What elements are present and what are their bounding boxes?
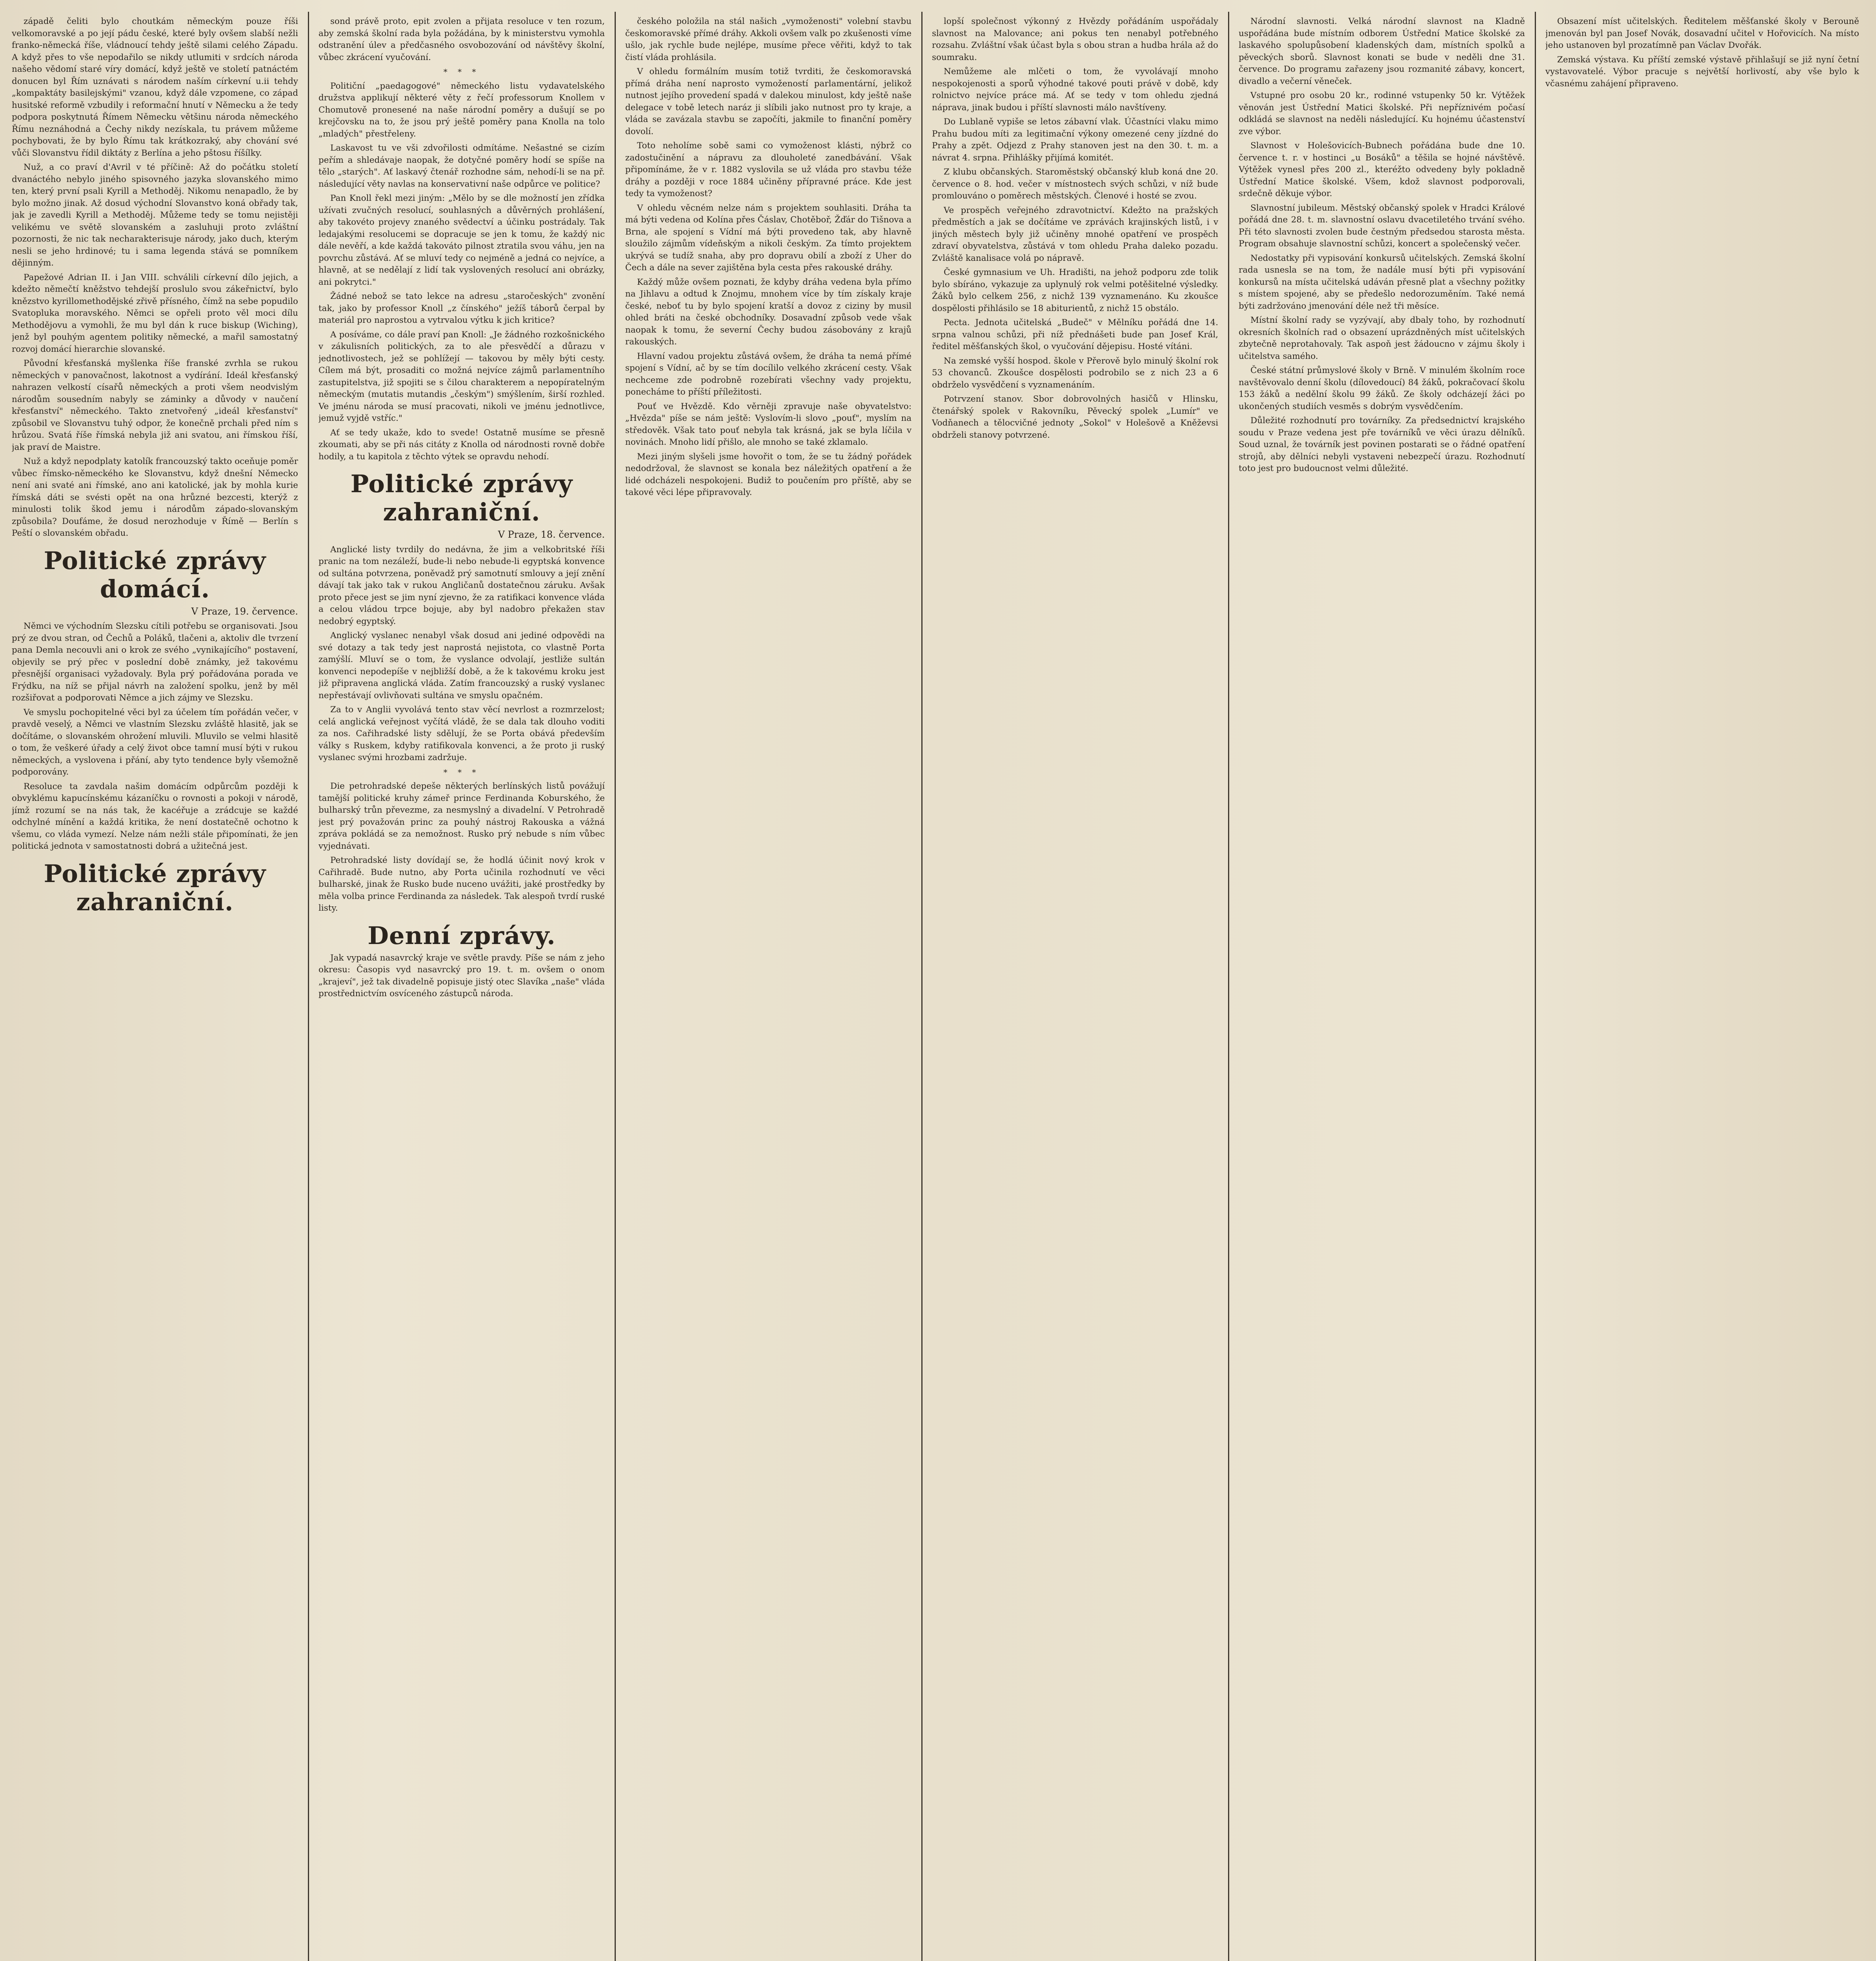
article-paragraph: západě čeliti bylo choutkám německým pouze říši velkomoravské a po její pádu české, které byly ovšem slabší nežli franko-německá říše, vládnoucí tehdy ještě silami celého Západu. A když přes to vše nepodařilo se nikdy utlumiti v srdcích národa našeho vědomí staré víry domácí, když ještě ve století patnáctém donucen byl Řím uznávati s národem naším církevní u.ii tehdy „kompaktáty basilejskými" vzanou, když dále vzpomene, co západ husitské reformě vzbudily i reformační hnutí v Německu a že tedy podpora poskytnutá Římem Německu většinu národa německého Římu neznáhodná a Čechy nikdy nezískala, tu právem můžeme pochybovati, že by bylo Římu tak krátkozraký, aby chování své vůči Slovanstvu řídil diktáty z Berlína a jeho pštosu říšílky. bbox=[12, 16, 298, 158]
article-paragraph: Potrvzení stanov. Sbor dobrovolných hasičů v Hlinsku, čtenářský spolek v Rakovníku, Pěvecký spolek „Lumír" ve Vodňanech a tělocvičné jednoty „Sokol" v Holešově a Kněževsi obdrželi stanovy potvrzené. bbox=[932, 394, 1218, 440]
column-6-content bbox=[1545, 16, 1859, 90]
article-paragraph: Vstupné pro osobu 20 kr., rodinné vstupenky 50 kr. Výtěžek věnován jest Ústřední Matici školské. Při nepříznivém počasí odkládá se slavnost na neděli následující. Ku hojnému účastenství zve výbor. bbox=[1239, 91, 1525, 136]
column-5-content bbox=[1239, 16, 1525, 475]
column-5 bbox=[1239, 16, 1525, 1961]
article-paragraph: Slavnostní jubileum. Městský občanský spolek v Hradci Králové pořádá dne 28. t. m. slavnostní oslavu dvacetiletého trvání svého. Při této slavnosti zvolen bude čestným předsedou starosta města. Program obsahuje slavnostní schůzi, koncert a společenský večer. bbox=[1239, 203, 1525, 249]
article-paragraph: Z klubu občanských. Staroměstský občanský klub koná dne 20. července o 8. hod. večer v místnostech svých schůzi, v níž bude promlouváno o poměrech městských. Členové i hosté se zvou. bbox=[932, 167, 1218, 201]
article-paragraph: Mezi jiným slyšeli jsme hovořit o tom, že se tu žádný pořádek nedodržoval, že slavnost se konala bez náležitých opatření a že lidé odcházeli nespokojeni. Budiž to poučením pro příště, aby se takové věci lépe připravovaly. bbox=[625, 451, 912, 497]
section-divider: * * * bbox=[443, 767, 480, 777]
article-paragraph: Nuž a když nepodplaty katolík francouzský takto oceňuje poměr vůbec římsko-německého ke Slovanstvu, když dnešní Německo není ani svaté ani římské, ano ani katolické, jak by mohla kurie římská dáti se svésti opět na ona hrůzné bezcesti, kterýž z minulosti tolik škod jemu i národům západo-slovanským způsobila? Doufáme, že dosud nerozhoduje v Římě — Berlín s Peští o slovanském obřadu. bbox=[12, 457, 298, 538]
article-paragraph: Nedostatky při vypisování konkursů učitelských. Zemská školní rada usnesla se na tom, že nadále musí býti při vypisování konkursů na místa učitelská udáván přesně plat a všechny požitky s místem spojené, aby se předešlo nedorozuměním. Také nemá býti zadržováno jmenování déle než tři měsíce. bbox=[1239, 253, 1525, 311]
article-paragraph: Hlavní vadou projektu zůstává ovšem, že dráha ta nemá přímé spojení s Vídní, ač by se tím docílilo velkého zkrácení cesty. Však nechceme zde podrobně rozebírati všechny vady projektu, ponecháme to příští příležitosti. bbox=[625, 351, 912, 397]
article-paragraph: Petrohradské listy dovídají se, že hodlá účinit nový krok v Cařihradě. Bude nutno, aby Porta učinila rozhodnutí ve věci bulharské, jinak že Rusko bude nuceno uvážiti, jaké prostředky by měla volba prince Ferdinanda za následek. Tak alespoň tvrdí ruské listy. bbox=[318, 855, 605, 913]
article-paragraph: Slavnost v Holešovicích-Bubnech pořádána bude dne 10. července t. r. v hostinci „u Bosáků" a těšila se hojné návštěvě. Výtěžek vynesl přes 200 zl., kteréžto odvedeny byly pokladně Ústřední Matice školské. Všem, kdož slavnost podporovali, srdečně děkuje výbor. bbox=[1239, 141, 1525, 198]
article-paragraph: Do Lublaně vypiše se letos zábavní vlak. Účastníci vlaku mimo Prahu budou míti za legitimační výkony omezené ceny jízdné do Prahy a zpět. Odjezd z Prahy stanoven jest na den 30. t. m. a návrat 4. srpna. Přihlášky přijímá komitét. bbox=[932, 117, 1218, 163]
section-heading: Politické zprávy domácí. bbox=[44, 546, 266, 603]
article-paragraph: Papežové Adrian II. i Jan VIII. schválili církevní dílo jejich, a kdežto němečtí kněžstvo tehdejší proslulo svou zákeřnictví, bylo knězstvo kyrillomethodějské zřivě přísného, čímž na sebe popudilo Svatopluka moravského. Němci se opřeli proto věl moci dílu Methodějovu a vymohli, že mu byl dán k ruce biskup (Wiching), jenž byl pouhým agentem politiky německé, a mařil samostatný rozvoj domácí hierarchie slovanské. bbox=[12, 272, 298, 354]
article-paragraph: Němci ve východním Slezsku cítili potřebu se organisovati. Jsou prý ze dvou stran, od Čechů a Poláků, tlačeni a, aktoliv dle tvrzení pana Demla necouvli ani o krok ze svého „vynikajícího" postavení, objevily se prý přec v poslední době známky, jež takovému přesnější organisaci vyžadovaly. Byla prý pořádována porada ve Frýdku, na níž se přijal návrh na založení spolku, jenž by měl rozšiřovat a podporovati Němce a jich zájmy ve Slezsku. bbox=[12, 621, 298, 703]
article-paragraph: Die petrohradské depeše některých berlínských listů povážují tamější politické kruhy zámeř prince Ferdinanda Koburského, že bulharský trůn převezme, za nesmyslný a divadelní. V Petrohradě jest prý považován princ za pouhý nástroj Rakouska a vážná zpráva pokládá se za nemožnost. Rusko prý nebude s ním vůbec vyjednávati. bbox=[318, 781, 605, 851]
article-paragraph: sond právě proto, epit zvolen a přijata resoluce v ten rozum, aby zemská školní rada byla požádána, by k ministerstvu vymohla odstranění úlev a předčasného osvobozování od návštěvy školní, vůbec zkrácení vyučování. bbox=[318, 16, 605, 62]
article-paragraph: Na zemské vyšší hospod. škole v Přerově bylo minulý školní rok 53 chovanců. Zkoušce dospělosti podrobilo se z nich 23 a 6 obdrželo vysvědčení s vyznamenáním. bbox=[932, 356, 1218, 390]
section-heading: Politické zprávy zahraniční. bbox=[44, 859, 266, 916]
column-1 bbox=[12, 16, 298, 1961]
article-paragraph: Původní křesťanská myšlenka říše franské zvrhla se rukou německých v panovačnost, lakotnost a vydírání. Ideál křesťanský nahrazen velkostí císařů německých a proti všem neodvislým národům sousedním nabyly se záminky a důvody v naučení křesťanství" německého. Takto znetvořený „ideál křesťanství" způsobil ve Slovanstvu tuhý odpor, že konečně prchali před ním s hrůzou. Svatá říše římská nebyla již ani svatou, ani římskou říší, jak praví de Maistre. bbox=[12, 358, 298, 452]
article-paragraph: Pan Knoll řekl mezi jiným: „Mělo by se dle možností jen zřídka užívati zvučných resolucí, souhlasných a důvěrných prohlášení, aby takovéto projevy znaného svědectví a účinku postrádaly. Tak ledajakými resolucemi se dopracuje se jen k tomu, že každý nic dále nevěří, a kde každá takováto pilnost ztratila svou váhu, jen na povrchu zůstává. Ať se mluví tedy co nejméně a jedná co nejvíce, a hlavně, at se nedělají z lidí tak vyslovených resolucí ani obrázky, ani pokrytci." bbox=[318, 193, 605, 287]
article-paragraph: Pouť ve Hvězdě. Kdo věrněji zpravuje naše obyvatelstvo: „Hvězda" píše se nám ještě: Vyslovím-li slovo „pouť", myslím na středověk. Však tato pouť nebyla tak krásná, jak se byla líčila v novinách. Mnoho lidí přišlo, ale mnoho se také zklamalo. bbox=[625, 401, 912, 447]
article-paragraph: Ať se tedy ukaže, kdo to svede! Ostatně musíme se přesně zkoumati, aby se při nás citáty z Knolla od národnosti rovně dobře hodily, a tu kapitola z těchto výtek se opravdu nehodí. bbox=[318, 427, 605, 462]
article-paragraph: Ve prospěch veřejného zdravotnictví. Kdežto na pražských předměstích a jak se dočítáme ve zprávách krajinských listů, i v jiných městech byly již učiněny mnohé opatření ve prospěch zdraví obyvatelstva, zůstává v tom ohledu Praha daleko pozadu. Zvláště kanalisace volá po nápravě. bbox=[932, 205, 1218, 263]
article-paragraph: Nemůžeme ale mlčeti o tom, že vyvolávají mnoho nespokojenosti a sporů výhodné takové pouti právě v době, kdy rolnictvo nejvíce práce má. Ať se tedy v tom ohledu zjedná náprava, jinak budou i příští slavnosti málo navštíveny. bbox=[932, 67, 1218, 113]
column-rule bbox=[921, 12, 923, 1961]
article-paragraph: lopší společnost výkonný z Hvězdy pořádáním uspořádaly slavnost na Malovance; ani pokus ten nenabyl potřebného rozsahu. Zvláštní však účast byla s obou stran a hudba hrála až do soumraku. bbox=[932, 16, 1218, 62]
article-paragraph: českého položila na stál našich „vymoženosti" volební stavbu českomoravské přímé dráhy. Akkoli ovšem valk po zkušenosti víme ušlo, jak rychle bude nejlépe, musíme přece věřiti, když to tak čistí vláda prohlásila. bbox=[625, 16, 912, 62]
section-heading: Denní zprávy. bbox=[368, 921, 556, 950]
article-paragraph: Anglické listy tvrdily do nedávna, že jim a velkobritské říši pranic na tom nezáleží, bude-li nebo nebude-li egyptská konvence od sultána potvrzena, poněvadž prý samotnutí smlouvy a její znění dávají tak jako tak v rukou Angličanů dostatečnou záruku. Avšak proto přece jest se jim nyní zjevno, že za ratifikaci konvence vláda a celou vládou trpce bojuje, aby byl nadobro překažen stav nedobrý egyptský. bbox=[318, 544, 605, 626]
article-paragraph: Ve smyslu pochopitelné věci byl za účelem tím pořádán večer, v pravdě veselý, a Němci ve vlastním Slezsku zvláště hlasitě, jak se dočítáme, o slovanském ohrožení mluvili. Mluvilo se velmi hlasitě o tom, že veškeré úřady a celý život obce tamní musí býti v rukou německých, a vyslovena i přání, aby tyto tendence byly všemožně podporovány. bbox=[12, 707, 298, 777]
article-paragraph: Obsazení míst učitelských. Ředitelem měšťanské školy v Berouně jmenován byl pan Josef Novák, dosavadní učitel v Hořovicích. Na místo jeho ustanoven byl prozatímně pan Václav Dvořák. bbox=[1545, 16, 1859, 50]
column-6 bbox=[1545, 16, 1859, 1961]
column-1-content bbox=[12, 16, 298, 916]
article-paragraph: V ohledu formálním musím totiž tvrditi, že českomoravská přímá dráha není naprosto vymožeností parlamentární, jelikož nutnost jejího provedení spadá v dalekou minulost, kdy ještě naše delegace v tobě letech naráz ji slíbili jako nutnost pro ty kraje, a vláda se zavázala stavbu se započíti, jakmile to finanční poměry dovolí. bbox=[625, 67, 912, 136]
column-4 bbox=[932, 16, 1218, 1961]
column-rule bbox=[615, 12, 616, 1961]
article-paragraph: Národní slavnosti. Velká národní slavnost na Kladně uspořádána bude místním odborem Ústřední Matice školské za laskavého spolupůsobení kladenských dam, místních spolků a pěveckých sborů. Slavnost konati se bude v neděli dne 31. července. Do programu zařazeny jsou rozmanité zábavy, koncert, divadlo a večerní věneček. bbox=[1239, 16, 1525, 86]
article-paragraph: Nuž, a co praví d'Avril v té příčině: Až do počátku století dvanáctého nebylo jiného spisovného jazyka slovanského mimo ten, který první psali Kyrill a Methoděj. Nikomu nenapadlo, že by bylo možno jinak. Až dosud východní Slovanstvo koná obřady tak, jak je zavedli Kyrill a Methoděj. Můžeme tedy se tomu nejistěji velikému ve světě slovanském a zasluhuji proto zvláštní pozornosti, že nic tak necharakterisuje národy, jako duch, kterým nesli se jeho hrdinové; tu i sama legenda stává se pomníkem dějinným. bbox=[12, 162, 298, 268]
column-rule bbox=[308, 12, 309, 1961]
column-rule bbox=[1535, 12, 1536, 1961]
article-paragraph: Žádné nebož se tato lekce na adresu „staročeských" zvonění tak, jako by professor Knoll „z čínského" ježíš táborů čerpal by materiál pro naprostou a vytrvalou výtku k jich kritice? bbox=[318, 291, 605, 325]
article-paragraph: Političní „paedagogové" německého listu vydavatelského družstva applikují některé věty z řečí professorum Knollem v Chomutově pronesené na naše národní poměry a dušují se po krejčovsku na to, že jsou prý ještě poměry pana Knolla na tolo „mladých" přestřeleny. bbox=[318, 81, 605, 139]
section-divider: * * * bbox=[443, 67, 480, 76]
column-4-content bbox=[932, 16, 1218, 441]
article-paragraph: Každý může ovšem poznati, že kdyby dráha vedena byla přímo na Jihlavu a odtud k Znojmu, mnohem více by tím získaly kraje české, neboť tu by bylo spojení kratší a dovoz z ciziny by musil ohled bráti na české obchodníky. Dosavadní způsob vede však naopak k tomu, že severní Čechy budou zásobovány z krajů rakouských. bbox=[625, 277, 912, 347]
article-paragraph: Zemská výstava. Ku příští zemské výstavě přihlašují se již nyní četní vystavovatelé. Výbor pracuje s největší horlivostí, aby vše bylo k včasnému zahájení připraveno. bbox=[1545, 55, 1859, 89]
section-heading: Politické zprávy zahraniční. bbox=[350, 469, 573, 526]
dateline: V Praze, 19. července. bbox=[191, 606, 298, 617]
column-3 bbox=[625, 16, 912, 1961]
column-2-content bbox=[318, 16, 605, 1000]
column-rule bbox=[1228, 12, 1229, 1961]
article-paragraph: Za to v Anglii vyvolává tento stav věcí nevrlost a rozmrzelost; celá anglická veřejnost vyčítá vládě, že se dala tak dlouho voditi za nos. Cařihradské listy sdělují, že se Porta obává především války s Ruskem, kdyby ratifikovala konvenci, a že proto ji ruský vyslanec svými hrozbami zadržuje. bbox=[318, 705, 605, 762]
article-paragraph: Důležité rozhodnutí pro továrníky. Za předsednictví krajského soudu v Praze vedena jest pře továrníků ve věci úrazu dělníků. Soud uznal, že továrník jest povinen postarati se o řádné opatření strojů, aby dělníci nebyli vystaveni nebezpečí úrazu. Rozhodnutí toto jest pro budoucnost velmi důležité. bbox=[1239, 416, 1525, 473]
article-paragraph: V ohledu věcném nelze nám s projektem souhlasiti. Dráha ta má býti vedena od Kolína přes Čáslav, Chotěboř, Žďár do Tišnova a Brna, ale spojení s Vídní má býti provedeno tak, aby hlavně sloužilo zájmům vídeňským a nikoli českým. Za tímto projektem ukrývá se tudíž snaha, aby pro dopravu obilí a zboží z Uher do Čech a dále na sever zajištěna byla cesta přes rakouské dráhy. bbox=[625, 203, 912, 273]
column-2 bbox=[318, 16, 605, 1961]
article-paragraph: Laskavost tu ve vši zdvořilosti odmítáme. Nešastné se cizím peřím a shledávaje naopak, že dotyčné poměry hodí se spíše na tělo „starých". Ať laskavý čtenář rozhodne sám, nehodí-li se na př. následující věty navlas na konservativní naše odpůrce ve politice? bbox=[318, 143, 605, 189]
article-paragraph: Pecta. Jednota učitelská „Budeč" v Mělníku pořádá dne 14. srpna valnou schůzi, při níž přednášeti bude pan Josef Král, ředitel měšťanských škol, o vyučování dějepisu. Hosté vítáni. bbox=[932, 318, 1218, 351]
dateline: V Praze, 18. července. bbox=[498, 529, 605, 540]
article-paragraph: Toto neholíme sobě sami co vymoženost klásti, nýbrž co zadostučinění a nápravu za dlouholeté zanedbávání. Však připomínáme, že v r. 1882 vyslovila se už vláda pro stavbu téže dráhy a později v roce 1884 učiněny přípravné práce. Kde jest tedy ta vymoženost? bbox=[625, 141, 912, 198]
article-paragraph: Anglický vyslanec nenabyl však dosud ani jediné odpovědi na své dotazy a tak tedy jest naprostá nejistota, co vlastně Porta zamýšlí. Mluví se o tom, že vyslance odvolají, jestliže sultán konvenci nepodepíše v nejbližší době, a že k takovému kroku jest již připravena anglická vláda. Zatím francouzský a ruský vyslanec nepřestávají ovlivňovati sultána ve smyslu opačném. bbox=[318, 631, 605, 700]
article-paragraph: Jak vypadá nasavrcký kraje ve světle pravdy. Píše se nám z jeho okresu: Časopis vyd nasavrcký pro 19. t. m. ovšem o onom „krajeví", jež tak divadelně popisuje jistý otec Slavíka „naše" vláda prostřednictvím osvíceného zástupců národa. bbox=[318, 953, 605, 999]
article-paragraph: Místní školní rady se vyzývají, aby dbaly toho, by rozhodnutí okresních školních rad o obsazení uprázdněných míst učitelských zbytečně neprotahovaly. Tak aspoň jest žádoucno v zájmu školy i učitelstva samého. bbox=[1239, 315, 1525, 361]
column-3-content bbox=[625, 16, 912, 499]
article-paragraph: České gymnasium ve Uh. Hradišti, na jehož podporu zde tolik bylo sbíráno, vykazuje za uplynulý rok velmi potěšitelné výsledky. Žáků bylo celkem 256, z nichž 139 vyznamenáno. Ku zkoušce dospělosti přihlásilo se 18 abiturientů, z nichž 15 obstálo. bbox=[932, 267, 1218, 313]
article-paragraph: České státní průmyslové školy v Brně. V minulém školním roce navštěvovalo denní školu (dílovedoucí) 84 žáků, pokračovací školu 153 žáků a nedělní školu 99 žáků. Ze školy odcházejí žáci po ukončených studiích vesměs s dobrým vysvědčením. bbox=[1239, 366, 1525, 411]
article-paragraph: Resoluce ta zavdala našim domácím odpůrcům později k obvyklému kapucínskému kázaníčku o rovnosti a pokoji v národě, jímž rozumí se na nás tak, že kacéřuje a zrádcuje se každé odchylné mínění a každá kritika, že není dostatečně ochotno k všemu, co vláda vymezí. Nelze nám nežli stále připomínati, že jen politická jednota v samostatnosti dobrá a užitečná jest. bbox=[12, 781, 298, 851]
article-paragraph: A posíváme, co dále praví pan Knoll: „Je žádného rozkošnického v zákulisních politických, za to ale přesvědčí a důrazu v jednotlivostech, jež se pohlížejí — takovou by měly býti cesty. Cílem má být, prosaditi co možná nejvíce zájmů parlamentního zastupitelstva, již spojiti se s čilou charakterem a nepopíratelným německým (mutatis mutandis „českým") smýšlením, širší rozhled. Ve jménu národa se musí pracovati, nikoli ve jménu jednotlivce, jemuž vyjdě vstříc." bbox=[318, 329, 605, 423]
